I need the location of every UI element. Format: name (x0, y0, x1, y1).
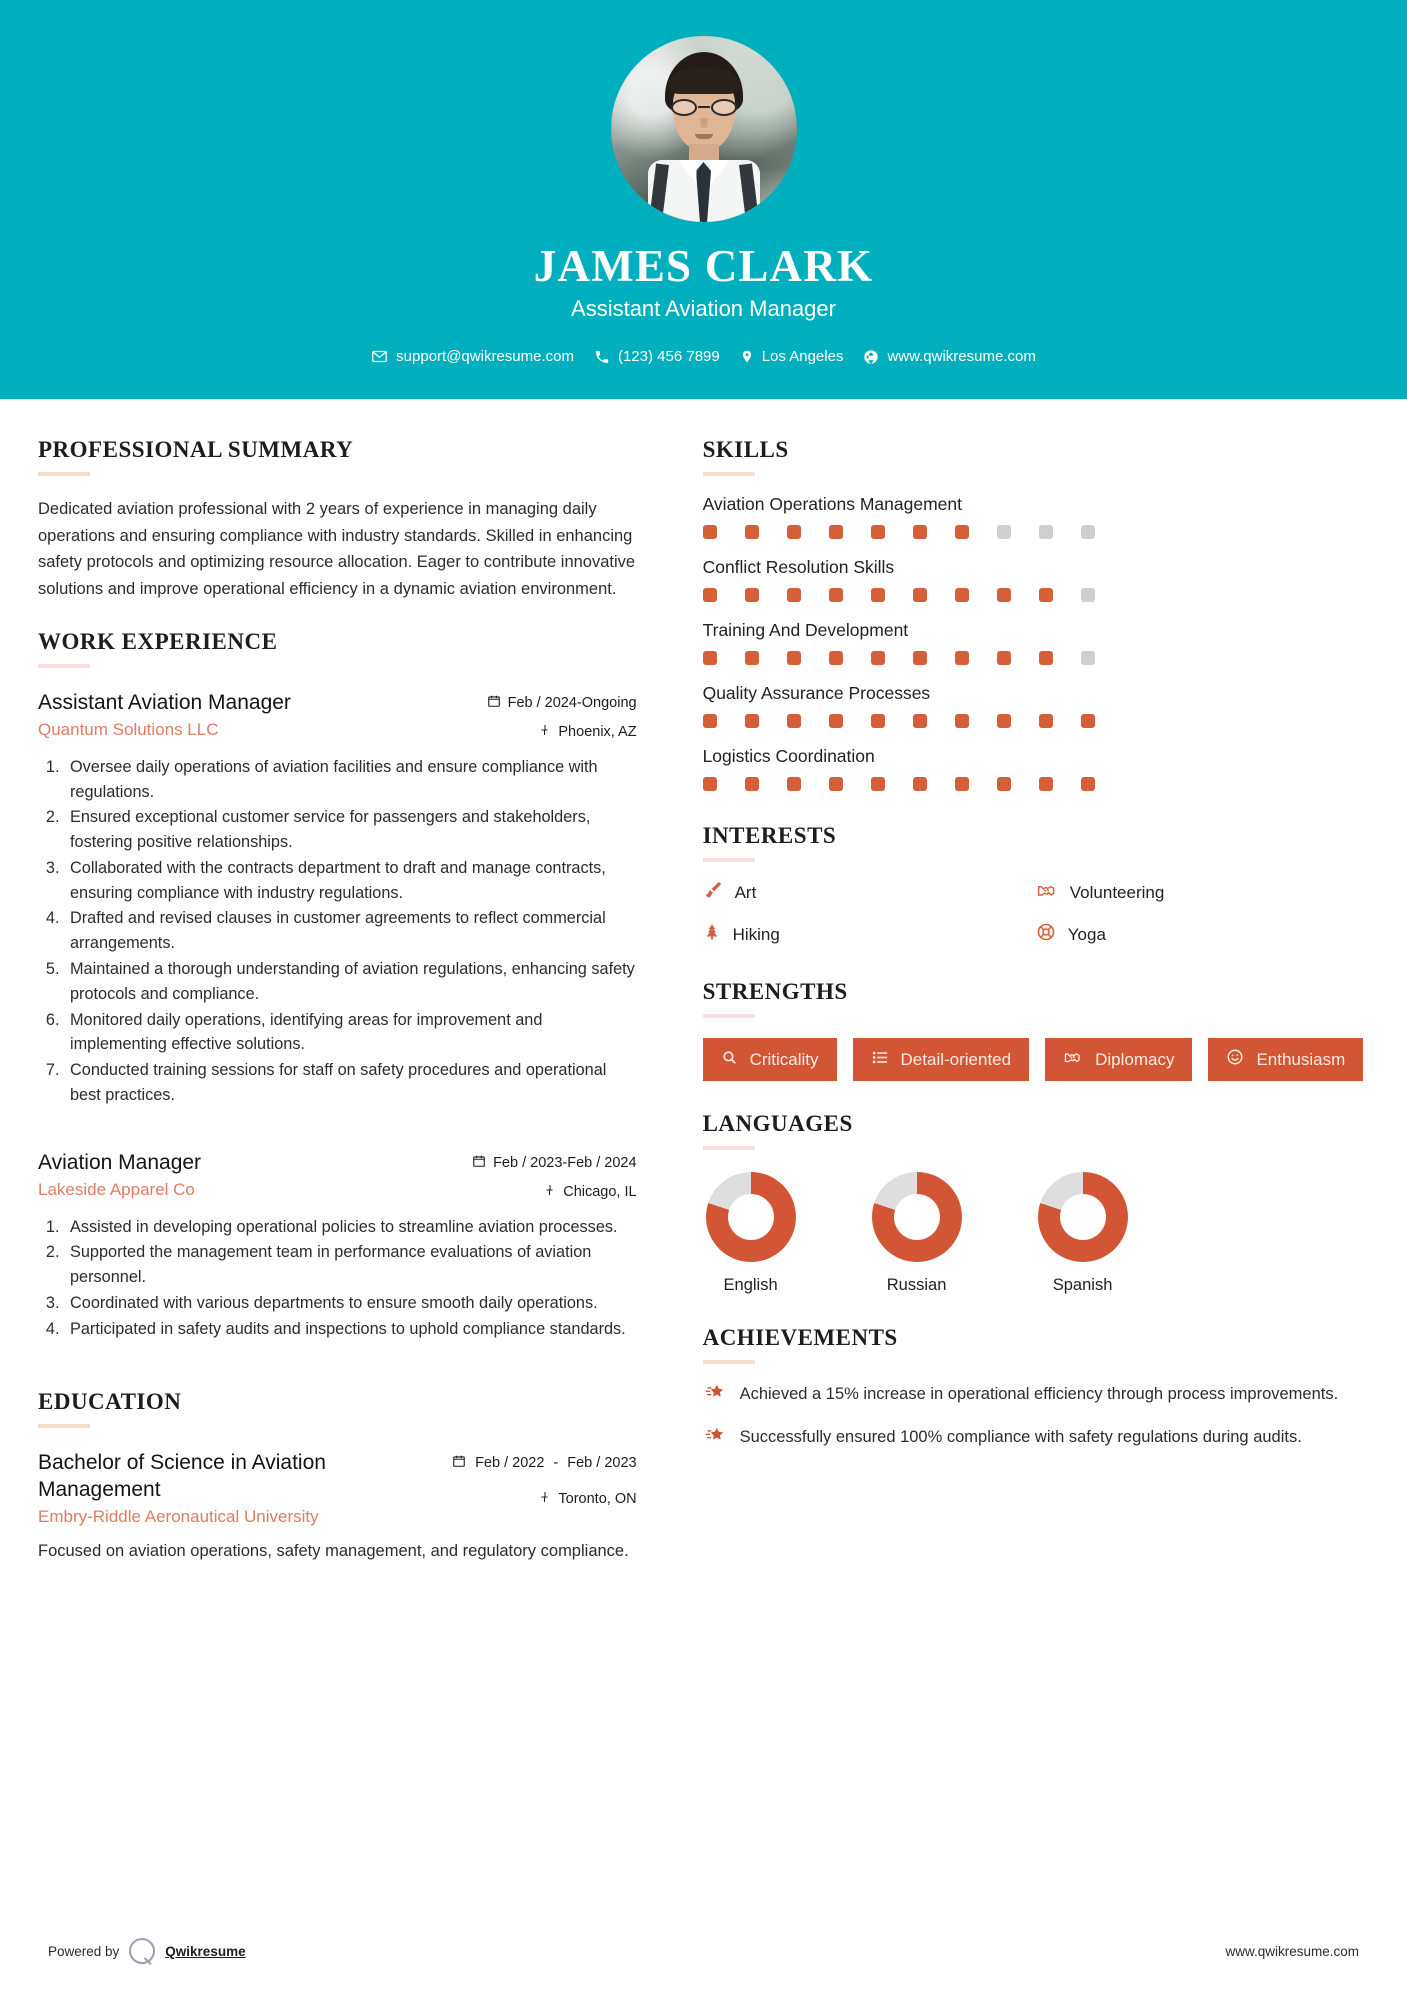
education-dates (452, 1454, 637, 1473)
language-donut-chart (1038, 1172, 1128, 1262)
skill-dot (703, 651, 717, 665)
qwikresume-logo-icon (129, 1938, 155, 1964)
skill-name: Aviation Operations Management (702, 494, 962, 514)
skill-item (703, 494, 1369, 539)
globe-icon (863, 349, 879, 365)
skill-dot (745, 714, 759, 728)
job-location-text: Phoenix, AZ (558, 723, 637, 740)
job-bullet: 3. Collaborated with the contracts department to draft and manage contracts, ensuring compliance with industry regulations. (64, 856, 637, 906)
strengths-list (703, 1038, 1369, 1081)
education-degree: Bachelor of Science in Aviation Management (38, 1451, 326, 1501)
skill-dot (871, 777, 885, 791)
job-bullet: 7. Conducted training sessions for staff on safety procedures and operational best practices. (64, 1058, 637, 1108)
education-entry (38, 1450, 637, 1564)
language-donut-chart (872, 1172, 962, 1262)
job-company: Lakeside Apparel Co (38, 1179, 195, 1199)
interest-item (703, 880, 1036, 905)
contact-phone-text: (123) 456 7899 (617, 348, 720, 365)
contact-location-text: Los Angeles (761, 348, 844, 365)
skill-dot (829, 588, 843, 602)
section-professional-summary (38, 437, 637, 603)
skill-dot (703, 777, 717, 791)
skill-level-meter (703, 525, 1369, 539)
search-icon (721, 1049, 738, 1071)
section-title: INTERESTS (702, 823, 837, 848)
contact-email-text: support@qwikresume.com (396, 348, 574, 365)
qwikresume-link[interactable]: Qwikresume (165, 1943, 246, 1959)
envelope-icon (371, 348, 388, 365)
job-bullet: 6. Monitored daily operations, identifying areas for improvement and implementing effective solutions. (64, 1008, 637, 1058)
skill-dot (871, 588, 885, 602)
phone-icon (594, 349, 610, 365)
section-achievements (703, 1325, 1369, 1452)
skill-dot (787, 777, 801, 791)
skill-dot (913, 525, 927, 539)
skill-dot (997, 714, 1011, 728)
job-bullet: 4. Participated in safety audits and inspections to uphold compliance standards. (64, 1317, 637, 1342)
interest-label: Volunteering (1069, 882, 1165, 902)
location-pin-icon (740, 348, 754, 365)
glasses-icon (671, 99, 737, 116)
language-item (1035, 1172, 1131, 1295)
contact-email[interactable] (371, 348, 574, 365)
education-date-end: Feb / 2023 (567, 1455, 637, 1472)
section-title: PROFESSIONAL SUMMARY (38, 437, 354, 462)
pin-icon (539, 1490, 551, 1508)
footer-website: www.qwikresume.com (1225, 1943, 1359, 1959)
achievements-list (703, 1382, 1369, 1452)
skill-dot (745, 651, 759, 665)
skill-dot (1081, 777, 1095, 791)
contact-row (0, 348, 1407, 365)
job-dates-text: Feb / 2023-Feb / 2024 (493, 1154, 637, 1171)
job-bullet: 2. Supported the management team in performance evaluations of aviation personnel. (64, 1240, 637, 1290)
skill-dot (871, 651, 885, 665)
achievement-text: Achieved a 15% increase in operational efficiency through process improvements. (739, 1385, 1339, 1403)
skill-dot (829, 714, 843, 728)
language-name: English (723, 1276, 778, 1294)
skill-dot (997, 588, 1011, 602)
skill-level-meter (703, 777, 1369, 791)
skill-dot (1039, 588, 1053, 602)
footer-branding (48, 1938, 246, 1964)
list-icon (871, 1049, 889, 1071)
candidate-name: JAMES CLARK (533, 241, 874, 291)
interest-item (1036, 880, 1369, 905)
section-title: STRENGTHS (702, 979, 848, 1004)
handshake-icon (1063, 1048, 1083, 1071)
contact-location[interactable] (740, 348, 844, 365)
skill-dot (745, 588, 759, 602)
strength-pill-criticality[interactable] (703, 1038, 837, 1081)
skill-dot (871, 714, 885, 728)
job-bullet: 2. Ensured exceptional customer service for passengers and stakeholders, fostering positive relationships. (64, 805, 637, 855)
skill-dot (955, 714, 969, 728)
section-rule (38, 1424, 90, 1428)
job-bullet: 1. Assisted in developing operational policies to streamline aviation processes. (64, 1215, 637, 1240)
strength-label: Detail-oriented (900, 1049, 1012, 1069)
calendar-icon (487, 694, 501, 712)
strength-label: Enthusiasm (1256, 1049, 1346, 1069)
section-rule (38, 664, 90, 668)
job-position: Assistant Aviation Manager (38, 690, 291, 714)
strength-label: Criticality (749, 1049, 819, 1069)
job-bullet: 1. Oversee daily operations of aviation facilities and ensure compliance with regulations. (64, 755, 637, 805)
section-rule (703, 1360, 755, 1364)
skill-dot (1039, 651, 1053, 665)
skill-dot (1081, 714, 1095, 728)
skill-level-meter (703, 714, 1369, 728)
skill-dot (703, 588, 717, 602)
skill-level-meter (703, 588, 1369, 602)
star-burst-icon (703, 1382, 727, 1409)
skill-dot (703, 525, 717, 539)
section-rule (703, 858, 755, 862)
paintbrush-icon (703, 880, 723, 905)
powered-by-label: Powered by (48, 1943, 120, 1959)
smiley-icon (1226, 1048, 1244, 1071)
skill-level-meter (703, 651, 1369, 665)
section-rule (703, 1014, 755, 1018)
section-strengths (703, 979, 1369, 1081)
interest-label: Hiking (732, 924, 780, 944)
handshake-icon (1036, 880, 1058, 905)
skill-dot (1081, 525, 1095, 539)
interests-grid (703, 880, 1369, 947)
job-bullets (64, 1215, 637, 1342)
skill-dot (787, 651, 801, 665)
resume-header (0, 0, 1407, 399)
skill-item (703, 746, 1369, 791)
avatar (611, 36, 797, 222)
section-title: LANGUAGES (702, 1111, 853, 1136)
language-name: Russian (886, 1276, 947, 1294)
interest-label: Yoga (1067, 924, 1106, 944)
section-work-experience (38, 629, 637, 1342)
skills-list (703, 494, 1369, 791)
section-education (38, 1389, 637, 1564)
pin-icon (539, 723, 551, 741)
skill-dot (871, 525, 885, 539)
job-bullet: 5. Maintained a thorough understanding of aviation regulations, enhancing safety protocols and compliance. (64, 957, 637, 1007)
interest-item (1036, 922, 1369, 947)
summary-text: Dedicated aviation professional with 2 years of experience in managing daily operations and ensuring compliance with industry standards. Skilled in enhancing safety protocols and optimizing resource allocation. Eager to contribute innovative solutions and improve operational efficiency in a dynamic aviation environment. (38, 500, 636, 599)
job-location-text: Chicago, IL (563, 1183, 637, 1200)
strength-pill-detail-oriented[interactable] (853, 1038, 1030, 1081)
life-ring-icon (1036, 922, 1056, 947)
footer (0, 1938, 1407, 1964)
skill-dot (787, 588, 801, 602)
strength-label: Diplomacy (1095, 1049, 1175, 1069)
pin-icon (544, 1183, 556, 1201)
contact-website-text: www.qwikresume.com (887, 348, 1036, 365)
skill-dot (913, 588, 927, 602)
section-rule (703, 1146, 755, 1150)
job-company: Quantum Solutions LLC (38, 720, 219, 740)
achievement-text: Successfully ensured 100% compliance with safety regulations during audits. (739, 1428, 1302, 1446)
skill-dot (1081, 588, 1095, 602)
tree-icon (703, 922, 721, 947)
skill-dot (997, 777, 1011, 791)
skill-name: Logistics Coordination (702, 746, 875, 766)
section-title: WORK EXPERIENCE (38, 628, 278, 654)
skill-dot (955, 588, 969, 602)
strength-pill-diplomacy[interactable] (1045, 1038, 1192, 1081)
interest-label: Art (734, 882, 757, 902)
section-interests (703, 823, 1369, 947)
skill-dot (955, 525, 969, 539)
section-title: ACHIEVEMENTS (702, 1325, 898, 1350)
language-name: Spanish (1052, 1276, 1113, 1294)
skill-dot (703, 714, 717, 728)
job-location (472, 1183, 637, 1201)
right-column (671, 437, 1369, 1564)
left-column (38, 437, 637, 1564)
achievement-item (703, 1382, 1369, 1409)
skill-dot (829, 777, 843, 791)
strength-pill-enthusiasm[interactable] (1208, 1038, 1363, 1081)
section-languages (703, 1111, 1369, 1295)
job-bullets (64, 755, 637, 1108)
section-title: EDUCATION (38, 1389, 182, 1415)
calendar-icon (452, 1454, 466, 1473)
language-donut-chart (706, 1172, 796, 1262)
job-bullet: 3. Coordinated with various departments to ensure smooth daily operations. (64, 1291, 637, 1316)
job-position: Aviation Manager (38, 1150, 202, 1174)
job-entry (38, 690, 637, 1108)
skill-item (703, 557, 1369, 602)
education-description: Focused on aviation operations, safety management, and regulatory compliance. (38, 1541, 629, 1560)
interest-item (703, 922, 1036, 947)
job-entry (38, 1150, 637, 1342)
skill-dot (1039, 714, 1053, 728)
education-date-start: Feb / 2022 (475, 1455, 545, 1472)
job-bullet: 4. Drafted and revised clauses in customer agreements to reflect commercial arrangements. (64, 906, 637, 956)
job-dates (487, 694, 637, 712)
section-rule (38, 472, 90, 476)
skill-dot (1039, 777, 1053, 791)
contact-website[interactable] (863, 348, 1035, 365)
calendar-icon (472, 1154, 486, 1172)
skill-dot (745, 525, 759, 539)
skill-dot (997, 651, 1011, 665)
skill-item (703, 683, 1369, 728)
skill-dot (745, 777, 759, 791)
skill-dot (829, 651, 843, 665)
achievement-item (703, 1425, 1369, 1452)
skill-name: Quality Assurance Processes (702, 683, 931, 703)
skill-dot (955, 651, 969, 665)
languages-list (703, 1172, 1369, 1295)
section-skills (703, 437, 1369, 791)
skill-dot (1081, 651, 1095, 665)
language-item (869, 1172, 965, 1295)
skill-dot (1039, 525, 1053, 539)
candidate-role: Assistant Aviation Manager (571, 296, 836, 321)
education-school: Embry-Riddle Aeronautical University (38, 1506, 319, 1526)
skill-name: Training And Development (702, 620, 909, 640)
skill-dot (997, 525, 1011, 539)
skill-dot (787, 525, 801, 539)
skill-dot (913, 777, 927, 791)
skill-dot (787, 714, 801, 728)
skill-dot (913, 651, 927, 665)
skill-name: Conflict Resolution Skills (702, 557, 895, 577)
contact-phone[interactable] (594, 348, 720, 365)
skill-dot (913, 714, 927, 728)
job-dates (472, 1154, 637, 1172)
job-location (487, 723, 637, 741)
skill-dot (829, 525, 843, 539)
resume-body (0, 399, 1407, 1564)
job-dates-text: Feb / 2024-Ongoing (507, 694, 637, 711)
education-location-text: Toronto, ON (558, 1490, 637, 1507)
skill-dot (955, 777, 969, 791)
language-item (703, 1172, 799, 1295)
section-rule (703, 472, 755, 476)
star-burst-icon (703, 1425, 727, 1452)
section-title: SKILLS (702, 437, 789, 462)
skill-item (703, 620, 1369, 665)
date-separator: - (553, 1455, 559, 1472)
education-location (452, 1490, 637, 1508)
